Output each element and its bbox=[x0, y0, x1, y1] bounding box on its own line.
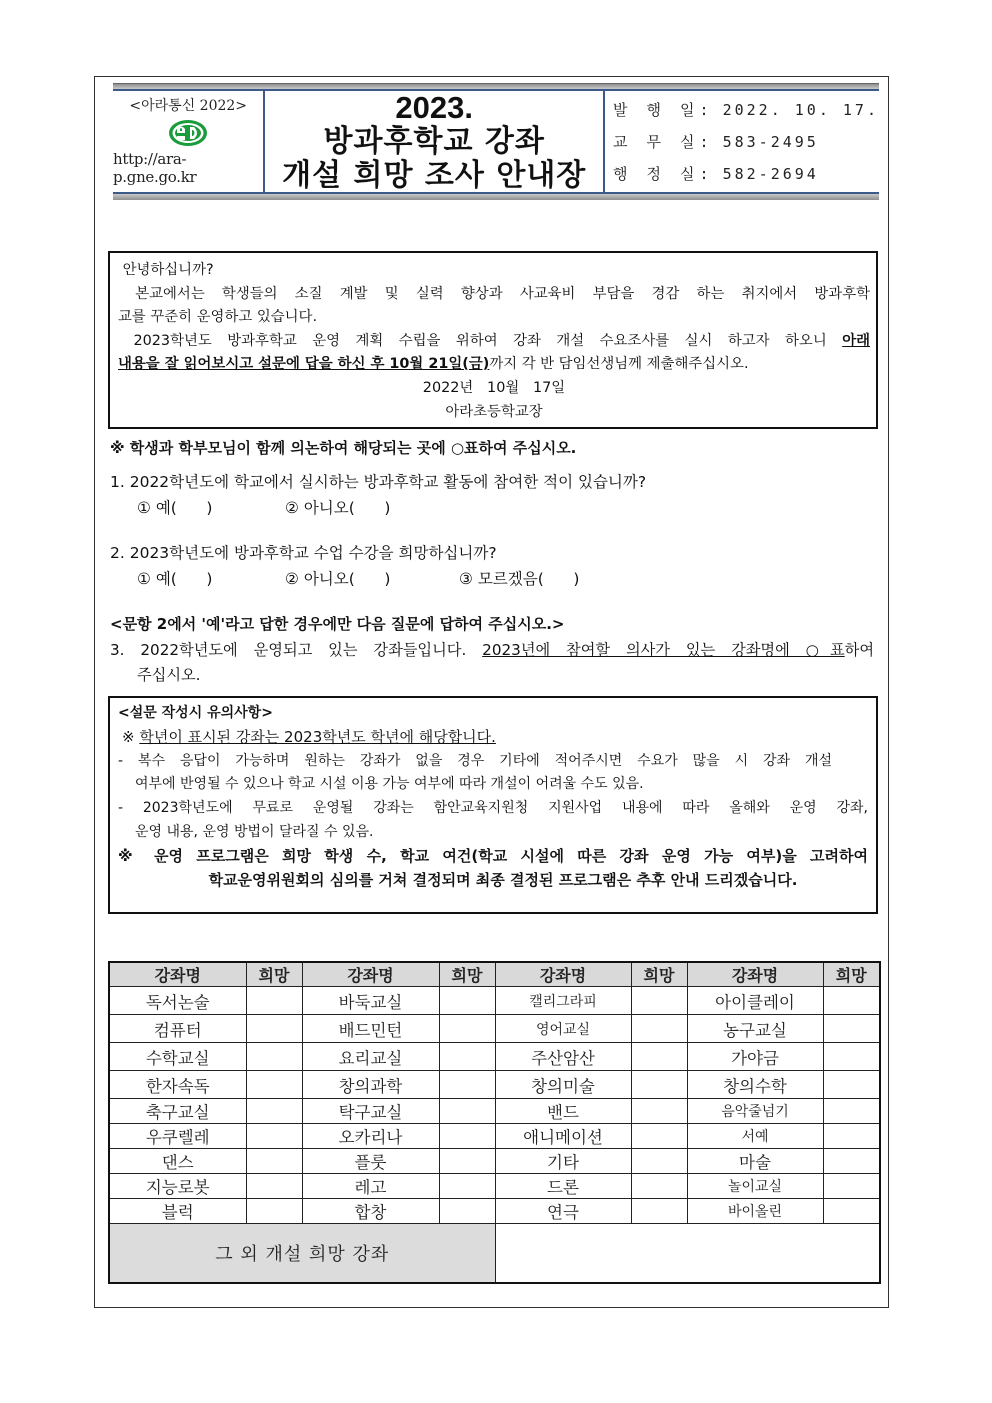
header-wish: 희망 bbox=[823, 962, 880, 987]
course-name-cell: 합창 bbox=[302, 1199, 439, 1224]
course-name-cell: 요리교실 bbox=[302, 1043, 439, 1071]
course-name-cell: 서예 bbox=[687, 1124, 823, 1149]
course-name-cell: 애니메이션 bbox=[495, 1124, 631, 1149]
header-info-panel bbox=[605, 91, 879, 192]
wish-checkbox-cell[interactable] bbox=[631, 1043, 687, 1071]
table-row bbox=[109, 987, 880, 1015]
course-name-cell: 우쿠렐레 bbox=[109, 1124, 246, 1149]
wish-checkbox-cell[interactable] bbox=[631, 1099, 687, 1124]
wish-checkbox-cell[interactable] bbox=[823, 1099, 880, 1124]
header-course-name: 강좌명 bbox=[495, 962, 631, 987]
header-wish: 희망 bbox=[439, 962, 495, 987]
course-name-cell: 아이클레이 bbox=[687, 987, 823, 1015]
issue-date-value: 2022. 10. 17. bbox=[722, 100, 879, 119]
table-row bbox=[109, 1043, 880, 1071]
intro-para1-line2: 교를 꾸준히 운영하고 있습니다. bbox=[118, 309, 318, 326]
wish-checkbox-cell[interactable] bbox=[246, 987, 302, 1015]
wish-checkbox-cell[interactable] bbox=[439, 1149, 495, 1174]
wish-checkbox-cell[interactable] bbox=[631, 1071, 687, 1099]
wish-checkbox-cell[interactable] bbox=[246, 1071, 302, 1099]
course-name-cell: 놀이교실 bbox=[687, 1174, 823, 1199]
wish-checkbox-cell[interactable] bbox=[439, 1174, 495, 1199]
notes-bullet-1-line2: 여부에 반영될 수 있으나 학교 시설 이용 가능 여부에 따라 개설이 어려울 수도 있음. bbox=[135, 776, 644, 793]
wish-checkbox-cell[interactable] bbox=[631, 1015, 687, 1043]
newsletter-header bbox=[113, 83, 879, 202]
q2-option-unsure[interactable]: ③ 모르겠음( ) bbox=[459, 570, 580, 588]
notes-bullet-2-line1: - 2023학년도에 무료로 운영될 강좌는 함안교육지원청 지원사업 내용에 따라 올해와 운영 강좌, bbox=[118, 800, 868, 817]
other-courses-label: 그 외 개설 희망 강좌 bbox=[109, 1224, 495, 1283]
instruction-note: ※ 학생과 학부모님이 함께 의논하여 해당되는 곳에 ○표하여 주십시오. bbox=[110, 439, 577, 457]
header-wish: 희망 bbox=[631, 962, 687, 987]
notes-heading: <설문 작성시 유의사항> bbox=[118, 705, 273, 721]
header-left-panel bbox=[113, 91, 265, 192]
intro-para2-line1 bbox=[118, 330, 870, 354]
office-phone-value: 583-2495 bbox=[722, 132, 819, 151]
q3-underlined: 2023년에 참여할 의사가 있는 강좌명에 ○표 bbox=[482, 641, 845, 659]
intro-para1-line1 bbox=[118, 283, 870, 307]
notes-star-1 bbox=[118, 726, 868, 750]
admin-phone-label: 행 정 실: bbox=[612, 165, 714, 184]
course-name-cell: 레고 bbox=[302, 1174, 439, 1199]
wish-checkbox-cell[interactable] bbox=[631, 987, 687, 1015]
header-bottom-bar bbox=[113, 194, 879, 200]
course-name-cell: 가야금 bbox=[687, 1043, 823, 1071]
newsletter-name: <아라통신 2022> bbox=[129, 98, 248, 114]
course-name-cell: 축구교실 bbox=[109, 1099, 246, 1124]
course-name-cell: 캘리그라피 bbox=[495, 987, 631, 1015]
issue-date-row bbox=[613, 99, 879, 120]
question-3-line1 bbox=[110, 639, 874, 660]
table-row bbox=[109, 1199, 880, 1224]
course-name-cell: 배드민턴 bbox=[302, 1015, 439, 1043]
course-name-cell: 드론 bbox=[495, 1174, 631, 1199]
course-name-cell: 한자속독 bbox=[109, 1071, 246, 1099]
course-name-cell: 주산암산 bbox=[495, 1043, 631, 1071]
para2-line1-bold: 아래 bbox=[842, 332, 870, 349]
table-header-row bbox=[109, 962, 880, 987]
course-name-cell: 창의미술 bbox=[495, 1071, 631, 1099]
course-name-cell: 독서논술 bbox=[109, 987, 246, 1015]
q1-option-yes[interactable]: ① 예( ) bbox=[137, 499, 213, 517]
wish-checkbox-cell[interactable] bbox=[823, 1174, 880, 1199]
wish-checkbox-cell[interactable] bbox=[631, 1199, 687, 1224]
star1-text: 학년이 표시된 강좌는 2023학년도 학년에 해당합니다. bbox=[139, 727, 496, 746]
school-logo-icon bbox=[168, 119, 208, 147]
wish-checkbox-cell[interactable] bbox=[823, 1015, 880, 1043]
wish-checkbox-cell[interactable] bbox=[246, 1099, 302, 1124]
wish-checkbox-cell[interactable] bbox=[246, 1124, 302, 1149]
course-name-cell: 밴드 bbox=[495, 1099, 631, 1124]
wish-checkbox-cell[interactable] bbox=[439, 1015, 495, 1043]
course-name-cell: 오카리나 bbox=[302, 1124, 439, 1149]
header-course-name: 강좌명 bbox=[109, 962, 246, 987]
para1-line1-text: 본교에서는 학생들의 소질 계발 및 실력 향상과 사교육비 부담을 경감 하는 취지에서 방과후학 bbox=[135, 285, 870, 302]
section3-heading: <문항 2에서 '예'라고 답한 경우에만 다음 질문에 답하여 주십시오.> bbox=[110, 615, 565, 633]
office-phone-label: 교 무 실: bbox=[612, 132, 714, 151]
survey-notes-box bbox=[108, 696, 878, 914]
course-name-cell: 바이올린 bbox=[687, 1199, 823, 1224]
course-name-cell: 마술 bbox=[687, 1149, 823, 1174]
intro-greeting bbox=[118, 259, 870, 283]
table-row bbox=[109, 1149, 880, 1174]
intro-para2-line2 bbox=[118, 353, 870, 377]
header-course-name: 강좌명 bbox=[687, 962, 823, 987]
course-name-cell: 기타 bbox=[495, 1149, 631, 1174]
course-name-cell: 탁구교실 bbox=[302, 1099, 439, 1124]
wish-checkbox-cell[interactable] bbox=[631, 1174, 687, 1199]
wish-checkbox-cell[interactable] bbox=[246, 1199, 302, 1224]
title-line-1: 방과후학교 강좌 bbox=[323, 124, 545, 160]
wish-checkbox-cell[interactable] bbox=[631, 1124, 687, 1149]
other-courses-row bbox=[109, 1224, 880, 1283]
course-name-cell: 컴퓨터 bbox=[109, 1015, 246, 1043]
notes-star-2-line2: 학교운영위원회의 심의를 거쳐 결정되며 최종 결정된 프로그램은 추후 안내 드리겠습니다. bbox=[208, 870, 798, 889]
notes-bullet-2-line2: 운영 내용, 운영 방법이 달라질 수 있음. bbox=[135, 823, 374, 840]
table-row bbox=[109, 1071, 880, 1099]
greeting-text: 안녕하십니까? bbox=[122, 262, 214, 278]
course-table bbox=[108, 961, 881, 1284]
title-line-2: 개설 희망 조사 안내장 bbox=[282, 157, 587, 193]
para2-line1-plain: 2023학년도 방과후학교 운영 계획 수립을 위하여 강좌 개설 수요조사를 실시 하고자 하오니 bbox=[133, 332, 843, 349]
header-course-name: 강좌명 bbox=[302, 962, 439, 987]
course-name-cell: 창의과학 bbox=[302, 1071, 439, 1099]
wish-checkbox-cell[interactable] bbox=[246, 1149, 302, 1174]
course-name-cell: 바둑교실 bbox=[302, 987, 439, 1015]
office-phone-row bbox=[613, 131, 879, 152]
course-name-cell: 농구교실 bbox=[687, 1015, 823, 1043]
wish-checkbox-cell[interactable] bbox=[246, 1015, 302, 1043]
course-name-cell: 플룻 bbox=[302, 1149, 439, 1174]
notes-star-2-line1: ※ 운영 프로그램은 희망 학생 수, 학교 여건(학교 시설에 따른 강좌 운영 가능 여부)을 고려하여 bbox=[118, 846, 868, 865]
wish-checkbox-cell[interactable] bbox=[439, 1071, 495, 1099]
wish-checkbox-cell[interactable] bbox=[823, 1124, 880, 1149]
para2-line2-plain: 까지 각 반 담임선생님께 제출해주십시오. bbox=[489, 356, 749, 373]
wish-checkbox-cell[interactable] bbox=[823, 987, 880, 1015]
admin-phone-value: 582-2694 bbox=[722, 165, 819, 184]
q2-option-yes[interactable]: ① 예( ) bbox=[137, 570, 213, 588]
course-name-cell: 지능로봇 bbox=[109, 1174, 246, 1199]
q2-option-no[interactable]: ② 아니오( ) bbox=[285, 570, 391, 588]
wish-checkbox-cell[interactable] bbox=[439, 1124, 495, 1149]
wish-checkbox-cell[interactable] bbox=[439, 987, 495, 1015]
school-url[interactable]: http://ara-p.gne.go.kr bbox=[113, 150, 197, 186]
intro-date: 2022년 10월 17일 bbox=[422, 379, 566, 396]
course-name-cell: 댄스 bbox=[109, 1149, 246, 1174]
header-body bbox=[113, 89, 879, 194]
title-year: 2023. bbox=[395, 89, 473, 125]
admin-phone-row bbox=[613, 163, 879, 184]
table-row bbox=[109, 1099, 880, 1124]
issue-date-label: 발 행 일: bbox=[612, 100, 714, 119]
q3-prefix: 3. 2022학년도에 운영되고 있는 강좌들입니다. bbox=[110, 641, 483, 659]
course-name-cell: 연극 bbox=[495, 1199, 631, 1224]
other-courses-input[interactable] bbox=[495, 1224, 880, 1283]
table-row bbox=[109, 1124, 880, 1149]
wish-checkbox-cell[interactable] bbox=[823, 1149, 880, 1174]
course-name-cell: 음악줄넘기 bbox=[687, 1099, 823, 1124]
notes-bullet-1-line1: - 복수 응답이 가능하며 원하는 강좌가 없을 경우 기타에 적어주시면 수요가 많을 시 강좌 개설 bbox=[118, 752, 832, 769]
intro-signer: 아라초등학교장 bbox=[445, 403, 543, 420]
course-name-cell: 창의수학 bbox=[687, 1071, 823, 1099]
q1-option-no[interactable]: ② 아니오( ) bbox=[285, 499, 391, 517]
wish-checkbox-cell[interactable] bbox=[823, 1199, 880, 1224]
course-name-cell: 수학교실 bbox=[109, 1043, 246, 1071]
header-wish: 희망 bbox=[246, 962, 302, 987]
table-row bbox=[109, 1174, 880, 1199]
wish-checkbox-cell[interactable] bbox=[246, 1043, 302, 1071]
header-title-panel bbox=[265, 91, 605, 192]
table-row bbox=[109, 1015, 880, 1043]
q3-suffix: 하여 bbox=[844, 641, 874, 659]
star-mark: ※ bbox=[122, 727, 140, 746]
course-name-cell: 블럭 bbox=[109, 1199, 246, 1224]
question-1: 1. 2022학년도에 학교에서 실시하는 방과후학교 활동에 참여한 적이 있습니까? bbox=[110, 473, 647, 491]
wish-checkbox-cell[interactable] bbox=[246, 1174, 302, 1199]
wish-checkbox-cell[interactable] bbox=[439, 1199, 495, 1224]
wish-checkbox-cell[interactable] bbox=[439, 1099, 495, 1124]
wish-checkbox-cell[interactable] bbox=[631, 1149, 687, 1174]
wish-checkbox-cell[interactable] bbox=[439, 1043, 495, 1071]
question-2: 2. 2023학년도에 방과후학교 수업 수강을 희망하십니까? bbox=[110, 544, 497, 562]
course-name-cell: 영어교실 bbox=[495, 1015, 631, 1043]
wish-checkbox-cell[interactable] bbox=[823, 1071, 880, 1099]
question-3-line2: 주십시오. bbox=[137, 666, 201, 684]
wish-checkbox-cell[interactable] bbox=[823, 1043, 880, 1071]
para2-line2-bold: 내용을 잘 읽어보시고 설문에 답을 하신 후 10월 21일(금) bbox=[118, 356, 490, 373]
intro-letter-box bbox=[108, 251, 878, 429]
